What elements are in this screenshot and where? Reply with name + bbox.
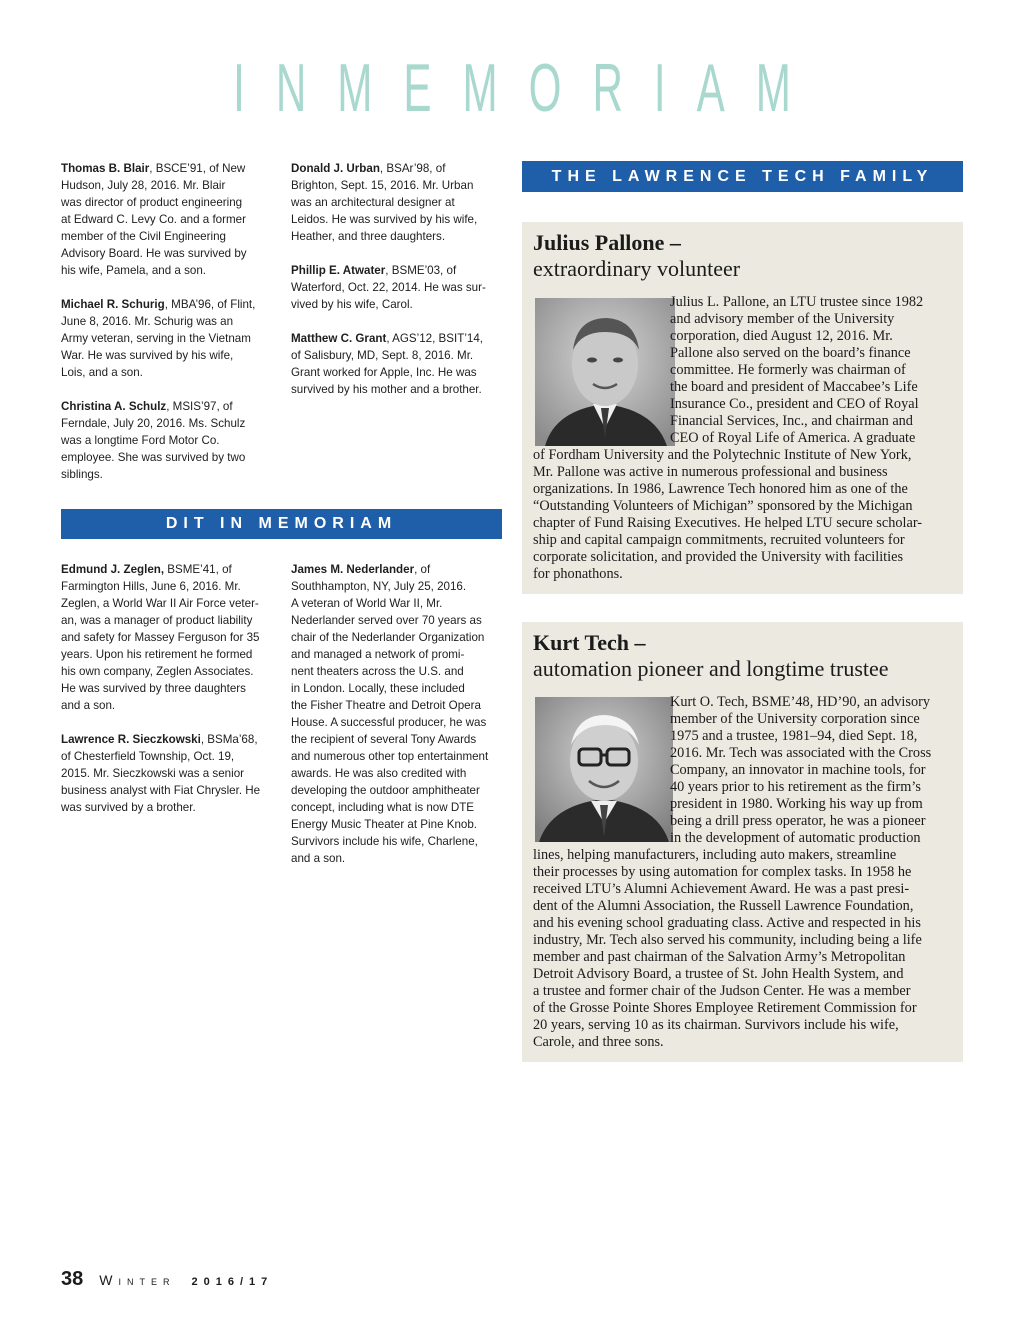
obituary-text: BSME’41, of Farmington Hills, June 6, 2016. Mr. Zeglen, a World War II Air Force veter- an, was a manager of product liability and safety for Massey Ferguson for 35 years. Upon his retirement he formed his own company, Zeglen Associates. He was survived by three daughters and a son. [61,563,260,712]
obituary-text: , BSCE’91, of New Hudson, July 28, 2016. Mr. Blair was director of product engineering at Edward C. Levy Co. and a former member of the Civil Engineering Advisory Board. He was survived by his wife, Pamela, and a son. [61,162,247,277]
obituary-name: Christina A. Schulz [61,400,167,413]
obituary-entry [61,731,276,816]
obituary-name: Edmund J. Zeglen, [61,563,165,576]
footer-season [99,1272,175,1288]
footer-year: 2016/17 [191,1276,274,1288]
title-letter: M [337,50,373,126]
obituary-name: Lawrence R. Sieczkowski [61,733,201,746]
obituary-name: Thomas B. Blair [61,162,150,175]
tech-name: Kurt Tech – [533,630,646,655]
title-letter: E [403,50,432,126]
obituary-text: , of Southhampton, NY, July 25, 2016. A veteran of World War II, Mr. Nederlander served over 70 years as chair of the Nederlander Organization and managed a network of promi- nent theaters across the U.S. and in London. Locally, these included the Fisher Theatre and Detroit Opera House. A successful producer, he was the recipient of several Tony Awards and numerous other top entertainment awards. He was also credited with developing the outdoor amphitheater concept, including what is now DTE Energy Music Theater at Pine Knob. Survivors include his wife, Charlene, and a son. [291,563,489,865]
obituary-entry [61,160,276,279]
obituary-entry [291,330,506,398]
dit-memoriam-heading: DIT IN MEMORIAM [61,509,502,539]
obituary-name: Donald J. Urban [291,162,380,175]
dit-column-2 [291,561,506,884]
pallone-photo [535,298,675,446]
title-letter: I [653,50,666,126]
obituary-text: , MSIS’97, of Ferndale, July 20, 2016. Ms. Schulz was a longtime Ford Motor Co. employee. She was survived by two siblings. [61,400,246,481]
alumni-column-1 [61,160,276,500]
tech-subtitle: automation pioneer and longtime trustee [533,656,889,681]
obituary-entry [61,561,276,714]
dit-column-1 [61,561,276,833]
tech-portrait-icon [535,697,673,842]
obituary-text: , AGS’12, BSIT’14, of Salisbury, MD, Sept. 8, 2016. Mr. Grant worked for Apple, Inc. He was survived by his mother and a brother. [291,332,484,396]
tech-text-beside: Kurt O. Tech, BSME’48, HD’90, an advisory member of the University corporation since 1975 and a trustee, 1981–94, died Sept. 18, 2016. Mr. Tech was associated with the Cross Company, an innovator in machine tools, for 40 years prior to his retirement as the firm’s president in 1980. Working his way up from being a drill press operator, he was a pioneer in the development of automatic production [670,694,932,846]
obituary-name: Michael R. Schurig [61,298,165,311]
pallone-text-below: of Fordham University and the Polytechnic Institute of New York, Mr. Pallone was active in numerous professional and business organizations. In 1986, Lawrence Tech honored him as one of the “Outstanding Volunteers of Michigan” sponsored by the Michigan chapter of Fund Raising Executives. He helped LTU secure scholar- ship and capital campaign commitments, recruited volunteers for corporate solicitation, and provided the University with facilities for phonathons. [533,447,923,582]
obituary-name: Phillip E. Atwater [291,264,386,277]
title-letter: R [592,50,623,126]
obituary-entry [291,160,506,245]
tech-box [522,622,963,1062]
pallone-portrait-icon [535,298,675,446]
page-title [195,52,830,124]
page-footer [61,1268,273,1292]
obituary-text: , MBA’96, of Flint, June 8, 2016. Mr. Schurig was an Army veteran, serving in the Vietnam War. He was survived by his wife, Lois, and a son. [61,298,256,379]
obituary-entry [291,262,506,313]
tech-text-below: lines, helping manufacturers, including auto makers, streamline their processes by using automation for complex tasks. In 1958 he received LTU’s Alumni Achievement Award. He was a past presi- dent of the Alumni Association, the Russell Lawrence Foundation, and his evening school graduating class. Active and respected in his industry, Mr. Tech also served his community, including being a life member and past chairman of the Salvation Army’s Metropolitan Detroit Advisory Board, a trustee of St. John Health System, and a trustee and former chair of the Judson Center. He was a member of the Grosse Pointe Shores Employee Retirement Commission for 20 years, serving 10 as its chairman. Survivors include his wife, Carole, and three sons. [533,847,922,1050]
title-letter: N [275,50,307,126]
obituary-text: , BSAr’98, of Brighton, Sept. 15, 2016. Mr. Urban was an architectural designer at Leidos. He was survived by his wife, Heather, and three daughters. [291,162,478,243]
obituary-text: , BSME’03, of Waterford, Oct. 22, 2014. He was sur- vived by his wife, Carol. [291,264,486,311]
pallone-text-beside: Julius L. Pallone, an LTU trustee since 1982 and advisory member of the University corporation, died August 12, 2016. Mr. Pallone also served on the board’s finance committee. He formerly was chairman of the board and president of Maccabee’s Life Insurance Co., president and CEO of Royal Financial Services, Inc., and chairman and CEO of Royal Life of America. A graduate [670,294,924,446]
footer-season-initial: W [99,1272,119,1288]
obituary-name: Matthew C. Grant [291,332,387,345]
obituary-name: James M. Nederlander [291,563,415,576]
obituary-entry [291,561,506,867]
tech-photo [535,697,673,842]
lawrence-tech-family-heading: THE LAWRENCE TECH FAMILY [522,161,963,192]
title-letter: M [462,50,498,126]
title-letter: O [528,50,562,126]
title-letter: M [755,50,791,126]
pallone-box [522,222,963,594]
pallone-subtitle: extraordinary volunteer [533,256,741,281]
page-number: 38 [61,1268,84,1290]
pallone-name: Julius Pallone – [533,230,681,255]
title-letter: I [233,50,245,126]
title-letter: A [696,50,725,126]
footer-season-rest: INTER [118,1277,176,1287]
obituary-text: , BSMa’68, of Chesterfield Township, Oct. 19, 2015. Mr. Sieczkowski was a senior business analyst with Fiat Chrysler. He was survived by a brother. [61,733,261,814]
alumni-column-2 [291,160,506,415]
obituary-entry [61,296,276,381]
obituary-entry [61,398,276,483]
